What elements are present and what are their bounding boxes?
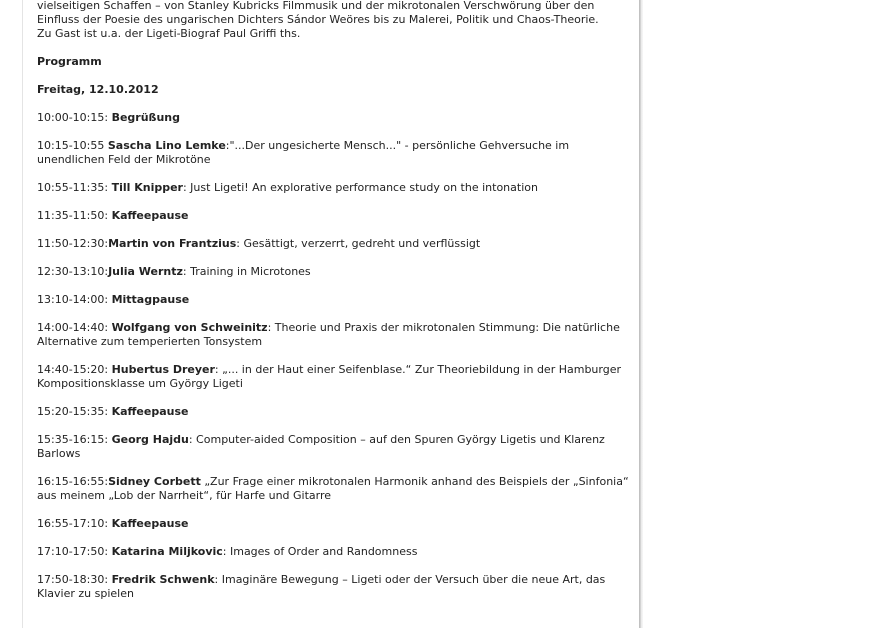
schedule-time: 10:00-10:15: [37,111,112,124]
schedule-item [37,181,633,195]
date-heading: Freitag, 12.10.2012 [37,83,159,96]
intro-line-2: Einfluss der Poesie des ungarischen Dichters Sándor Weöres bis zu Malerei, Politik und Chaos-Theorie. [37,13,599,26]
schedule-name: Sascha Lino Lemke [107,139,226,152]
schedule-item [37,293,633,307]
schedule-time: 15:20-15:35: [37,405,112,418]
schedule-item [37,433,633,461]
schedule-name: Julia Werntz [108,265,183,278]
intro-paragraph [37,0,633,41]
schedule-time: 16:15-16:55: [37,475,109,488]
schedule-time: 16:55-17:10: [37,517,112,530]
schedule-desc: : Gesättigt, verzerrt, gedreht und verflüssigt [236,237,481,250]
page-left-border [22,0,23,628]
schedule-item [37,209,633,223]
schedule-name: Hubertus Dreyer [111,363,215,376]
schedule-item [37,517,633,531]
program-heading: Programm [37,55,102,68]
schedule-name: Fredrik Schwenk [111,573,215,586]
schedule-name: Katarina Miljkovic [111,545,223,558]
schedule-time: 10:55-11:35: [37,181,112,194]
article-content [37,0,633,615]
schedule-item [37,265,633,279]
schedule-name: Wolfgang von Schweinitz [111,321,268,334]
schedule-item [37,573,633,601]
intro-line-1: vielseitigen Schaffen – von Stanley Kubricks Filmmusik und der mikrotonalen Verschwörung über den [37,0,595,12]
schedule-desc: : Images of Order and Randomness [222,545,418,558]
schedule-desc: : Training in Microtones [182,265,311,278]
schedule-time: 10:15-10:55 [37,139,108,152]
schedule-desc: :"...Der ungesicherte Mensch..." - persönliche Gehversuche im unendlichen Feld der Mikrotöne [37,139,570,166]
schedule-desc: : Just Ligeti! An explorative performance study on the intonation [182,181,538,194]
schedule-desc: : „... in der Haut einer Seifenblase.“ Zur Theoriebildung in der Hamburger Kompositionsklasse um György Ligeti [37,363,622,390]
schedule-name: Till Knipper [111,181,183,194]
schedule-name: Kaffeepause [111,209,189,222]
schedule-time: 12:30-13:10: [37,265,109,278]
schedule-item [37,237,633,251]
schedule-item [37,321,633,349]
schedule-time: 11:50-12:30: [37,237,109,250]
schedule-item [37,475,633,503]
schedule-name: Kaffeepause [111,405,189,418]
page-right-shadow [641,0,643,628]
schedule-desc: : Theorie und Praxis der mikrotonalen Stimmung: Die natürliche Alternative zum temperierten Tonsystem [37,321,620,348]
intro-line-3: Zu Gast ist u.a. der Ligeti-Biograf Paul Griffi ths. [37,27,301,40]
schedule-item [37,139,633,167]
schedule-desc: : Computer-aided Composition – auf den Spuren György Ligetis und Klarenz Barlows [37,433,605,460]
schedule-time: 11:35-11:50: [37,209,112,222]
schedule-item [37,545,633,559]
schedule-item [37,405,633,419]
schedule-name: Martin von Frantzius [108,237,237,250]
schedule-name: Mittagpause [111,293,190,306]
schedule-item [37,111,633,125]
schedule-time: 14:40-15:20: [37,363,112,376]
schedule-time: 17:50-18:30: [37,573,112,586]
schedule-time: 17:10-17:50: [37,545,112,558]
schedule-name: Sidney Corbett [108,475,201,488]
schedule-name: Kaffeepause [111,517,189,530]
schedule-time: 14:00-14:40: [37,321,112,334]
schedule-name: Begrüßung [111,111,181,124]
schedule-item [37,363,633,391]
schedule-time: 15:35-16:15: [37,433,112,446]
schedule-time: 13:10-14:00: [37,293,112,306]
schedule-desc: : Imaginäre Bewegung – Ligeti oder der Versuch über die neue Art, das Klavier zu spielen [37,573,606,600]
schedule-name: Georg Hajdu [111,433,189,446]
schedule-desc: „Zur Frage einer mikrotonalen Harmonik anhand des Beispiels der „Sinfonia“ aus meinem „Lob der Narrheit“, für Harfe und Gitarre [37,475,629,502]
